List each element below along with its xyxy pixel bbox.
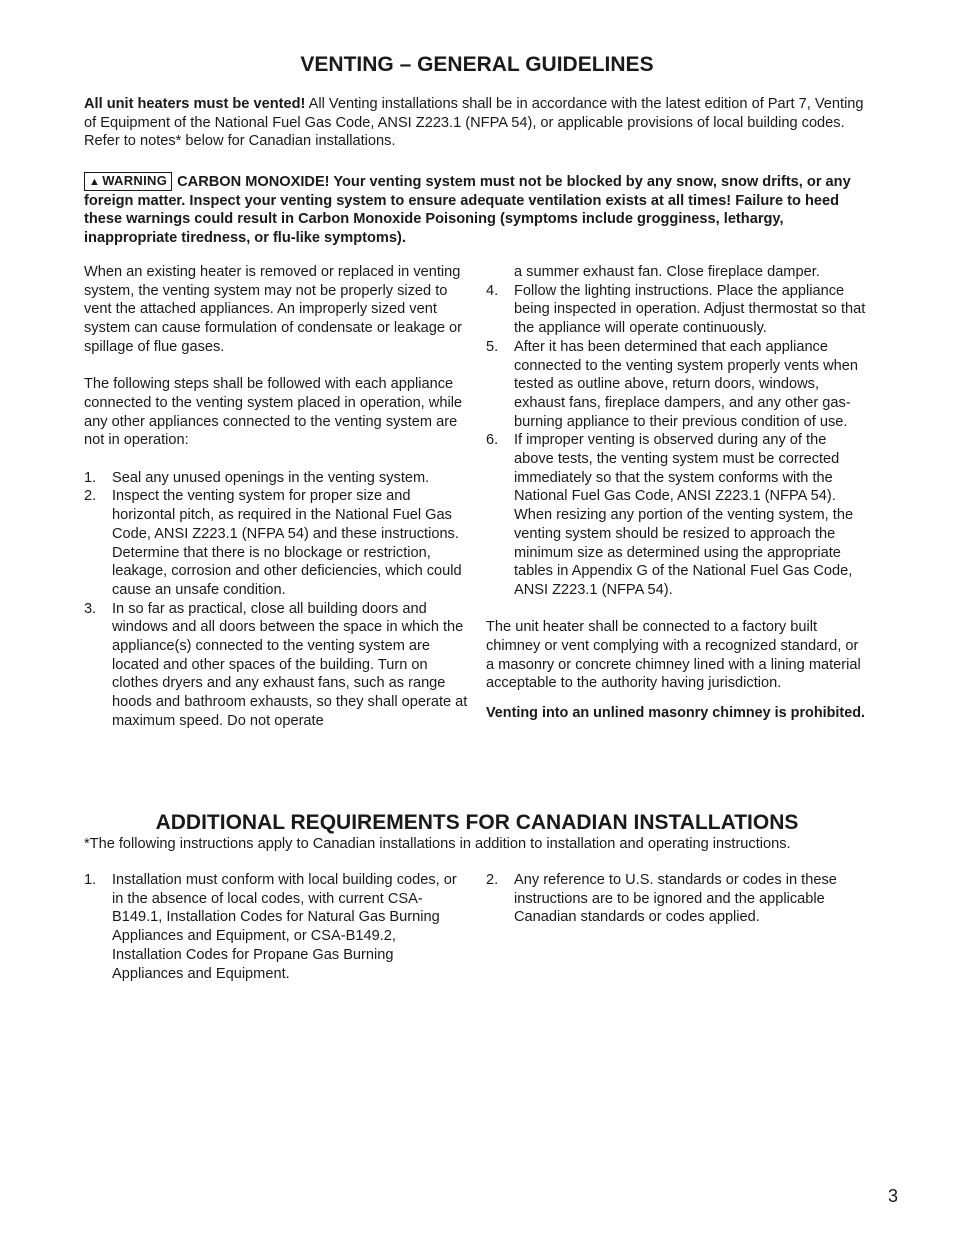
canadian-left-column [84,871,468,983]
warning-label: ▲ WARNING [84,172,172,191]
steps-list-left [84,469,468,731]
section-title-venting: VENTING – GENERAL GUIDELINES [300,53,654,76]
para-unlined-chimney: Venting into an unlined masonry chimney is prohibited. [486,705,865,722]
list-item: 1. Seal any unused openings in the venting system. [84,469,430,486]
intro-text: All Venting installations shall be in accordance with the latest edition of Part 7, Venting of Equipment of the National Fuel Gas Code, ANSI Z223.1 (NFPA 54), or applicable provisions of local building codes. Refer to notes* below for Canadian installations. [84,96,864,150]
para-existing-heater: When an existing heater is removed or replaced in venting system, the venting system may not be properly sized to vent the attached appliances. An improperly sized vent system can cause formulation of condensate or leakage or spillage of flue gases. [84,264,463,355]
para-factory-chimney: The unit heater shall be connected to a factory built chimney or vent complying with a recognized standard, or a masonry or concrete chimney lined with a lining material acceptable to the authority having jurisdiction. [486,619,861,692]
left-column [84,263,468,731]
canadian-intro: *The following instructions apply to Canadian installations in addition to installation and operating instructions. [84,836,791,852]
right-column [486,263,870,723]
warning-triangle-icon: ▲ [89,176,101,188]
intro-bold: All unit heaters must be vented! [84,96,306,112]
list-item: 4. Follow the lighting instructions. Place the appliance being inspected in operation. Adjust thermostat so that the appliance will operate continuously. [486,282,866,337]
list-item: 2. Inspect the venting system for proper size and horizontal pitch, as required in the National Fuel Gas Code, ANSI Z223.1 (NFPA 54) and these instructions. Determine that there is no blockage or restriction, leakage, corrosion and other deficiencies, which could cause an unsafe condition. [84,488,462,598]
list-item: 1. Installation must conform with local building codes, or in the absence of local codes, with current CSA-B149.1, Installation Codes for Natural Gas Burning Appliances and Equipment, or CSA-B149.2, Installation Codes for Propane Gas Burning Appliances and Equipment. [84,872,457,982]
list-item-continued: a summer exhaust fan. Close fireplace damper. [514,264,820,280]
list-item: 5. After it has been determined that each appliance connected to the venting system properly vents when tested as outline above, return doors, windows, exhaust fans, fireplace dampers, and any other gas-burning appliance to their previous condition of use. [486,338,858,430]
para-following-steps: The following steps shall be followed with each appliance connected to the venting system placed in operation, while any other appliances connected to the venting system are not in operation: [84,376,463,449]
steps-list-right [486,263,870,600]
page-number: 3 [887,1186,898,1206]
warning-paragraph [84,172,870,248]
list-item: 6. If improper venting is observed during any of the above tests, the venting system must be corrected immediately so that the system conforms with the National Fuel Gas Code, ANSI Z223.1 (NFPA 54). When resizing any portion of the venting system, the venting system should be resized to approach the minimum size as determined using the appropriate tables in Appendix G of the National Fuel Gas Code, ANSI Z223.1 (NFPA 54). [486,432,854,598]
section-title-canadian: ADDITIONAL REQUIREMENTS FOR CANADIAN INSTALLATIONS [155,811,799,834]
list-item: 2. Any reference to U.S. standards or codes in these instructions are to be ignored and the applicable Canadian standards or codes applied. [486,872,837,926]
warning-text: CARBON MONOXIDE! Your venting system must not be blocked by any snow, snow drifts, or any foreign matter. Inspect your venting system to ensure adequate ventilation exists at all times! Failure to heed these warnings could result in Carbon Monoxide Poisoning (symptoms include grogginess, lethargy, inappropriate tiredness, or flu-like symptoms). [84,174,851,247]
canadian-right-column [486,871,870,927]
intro-paragraph [84,95,870,151]
list-item: 3. In so far as practical, close all building doors and windows and all doors between the space in which the appliance(s) connected to the venting system are located and other spaces of the building. Turn on clothes dryers and any exhaust fans, such as range hoods and bathroom exhausts, so they shall operate at maximum speed. Do not operate [84,600,468,729]
